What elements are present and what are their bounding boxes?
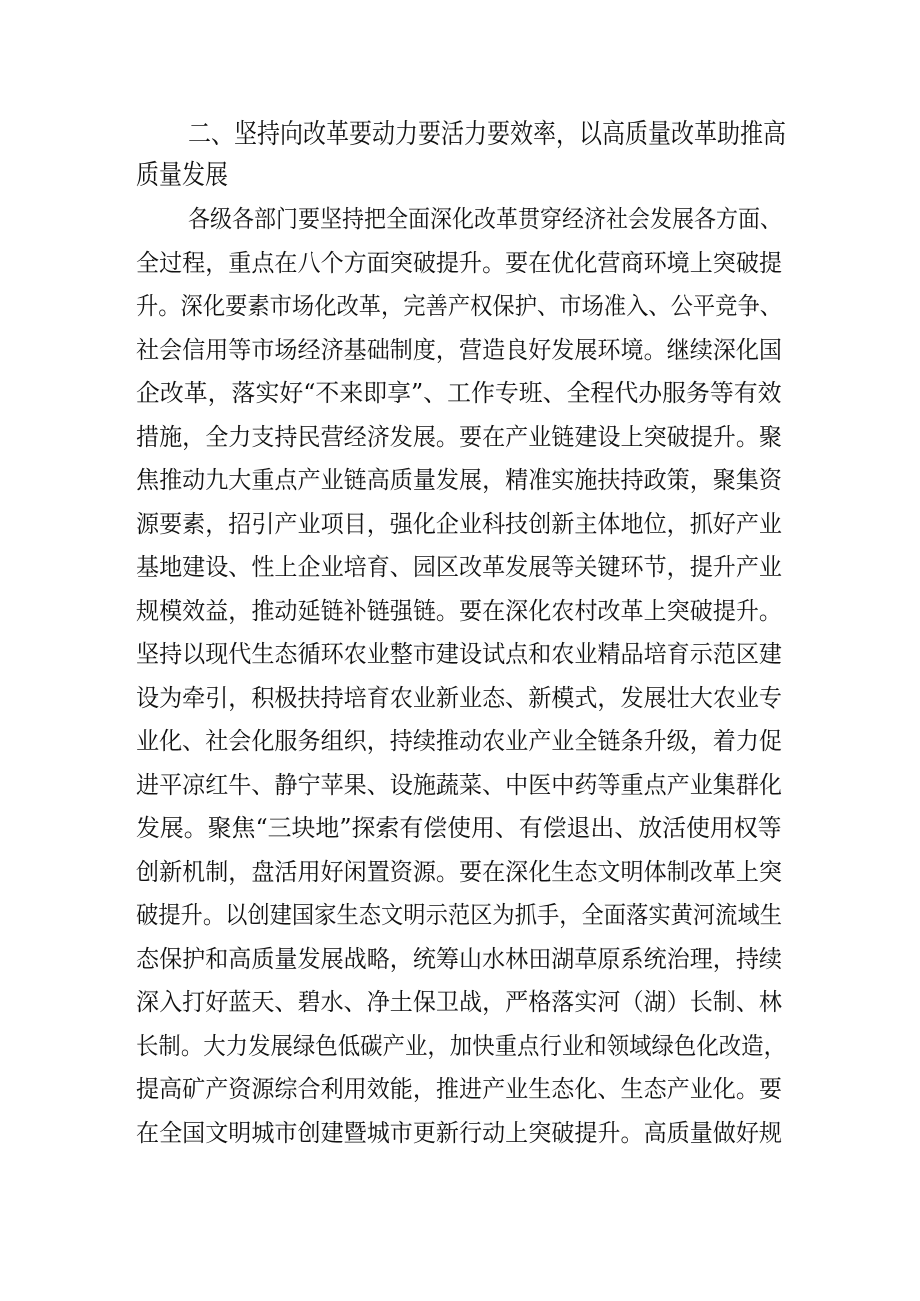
body-text-line: 企改革，落实好“不来即享”、工作专班、全程代办服务等有效 xyxy=(136,378,782,407)
body-text-line: 设为牵引，积极扶持培育农业新业态、新模式，发展壮大农业专 xyxy=(136,683,782,712)
body-text-line: 升。深化要素市场化改革，完善产权保护、市场准入、公平竞争、 xyxy=(136,291,782,320)
body-text-line: 态保护和高质量发展战略，统筹山水林田湖草原系统治理，持续 xyxy=(136,944,782,973)
body-text-line: 破提升。以创建国家生态文明示范区为抓手，全面落实黄河流域生 xyxy=(136,900,782,929)
section-heading-line-1: 二、坚持向改革要动力要活力要效率，以高质量改革助推高 xyxy=(188,119,786,151)
section-heading-line-2: 质量发展 xyxy=(136,160,228,192)
body-text-line: 发展。聚焦“三块地”探索有偿使用、有偿退出、放活使用权等 xyxy=(136,813,782,842)
body-text-line: 业化、社会化服务组织，持续推动农业产业全链条升级，着力促 xyxy=(136,726,782,755)
body-text-line: 在全国文明城市创建暨城市更新行动上突破提升。高质量做好规 xyxy=(136,1118,782,1147)
body-text-line: 进平凉红牛、静宁苹果、设施蔬菜、中医中药等重点产业集群化 xyxy=(136,770,782,799)
body-text-line: 坚持以现代生态循环农业整市建设试点和农业精品培育示范区建 xyxy=(136,639,782,668)
body-text-line: 长制。大力发展绿色低碳产业，加快重点行业和领域绿色化改造， xyxy=(136,1031,786,1060)
body-text-line: 全过程，重点在八个方面突破提升。要在优化营商环境上突破提 xyxy=(136,248,782,277)
body-text-line: 深入打好蓝天、碧水、净土保卫战，严格落实河（湖）长制、林 xyxy=(136,987,782,1016)
body-text-line: 基地建设、性上企业培育、园区改革发展等关键环节，提升产业 xyxy=(136,552,782,581)
body-text-line: 源要素，招引产业项目，强化企业科技创新主体地位，抓好产业 xyxy=(136,509,782,538)
body-text-line: 各级各部门要坚持把全面深化改革贯穿经济社会发展各方面、 xyxy=(188,204,782,233)
body-text-line: 焦推动九大重点产业链高质量发展，精准实施扶持政策，聚集资 xyxy=(136,465,782,494)
body-text-line: 规模效益，推动延链补链强链。要在深化农村改革上突破提升。 xyxy=(136,596,782,625)
body-text-line: 创新机制，盘活用好闲置资源。要在深化生态文明体制改革上突 xyxy=(136,857,782,886)
body-text-line: 措施，全力支持民营经济发展。要在产业链建设上突破提升。聚 xyxy=(136,422,782,451)
body-text-line: 提高矿产资源综合利用效能，推进产业生态化、生态产业化。要 xyxy=(136,1074,782,1103)
body-text-line: 社会信用等市场经济基础制度，营造良好发展环境。继续深化国 xyxy=(136,335,782,364)
